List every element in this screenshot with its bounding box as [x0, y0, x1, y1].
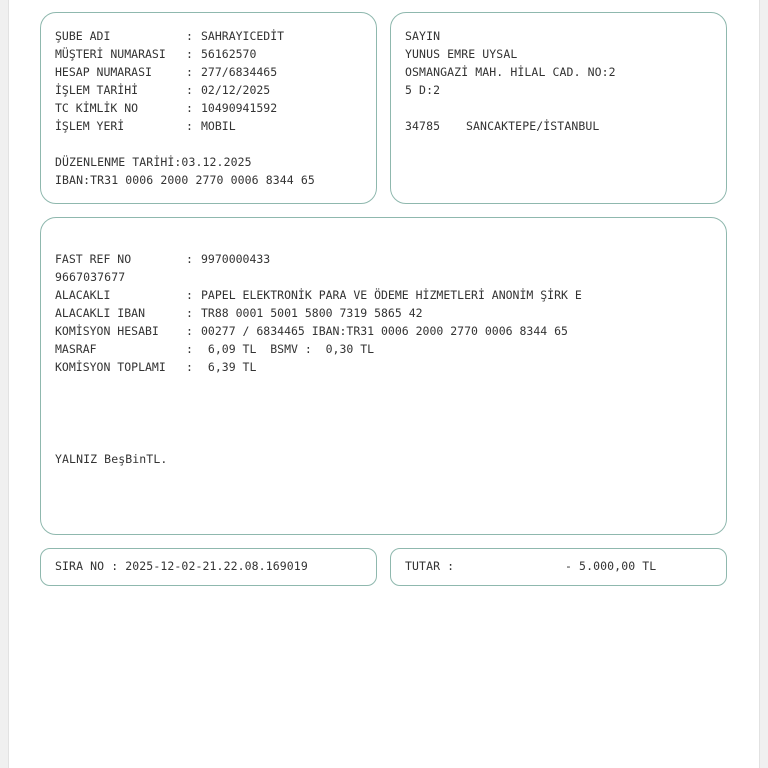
sira-no: SIRA NO : 2025-12-02-21.22.08.169019: [55, 559, 308, 573]
sube-adi-sep: :: [186, 29, 193, 43]
islem-yeri-label: İŞLEM YERİ: [55, 119, 125, 133]
komisyon-hesabi-label: KOMİSYON HESABI: [55, 324, 159, 338]
alacakli-value: PAPEL ELEKTRONİK PARA VE ÖDEME HİZMETLERİ ANONİM ŞİRK E: [201, 288, 582, 302]
islem-tarihi-sep: :: [186, 83, 193, 97]
islem-tarihi-label: İŞLEM TARİHİ: [55, 83, 139, 97]
komisyon-toplami-sep: :: [186, 360, 193, 374]
tutar-label: TUTAR :: [405, 559, 455, 573]
tc-kimlik-sep: :: [186, 101, 193, 115]
komisyon-toplami-label: KOMİSYON TOPLAMI: [55, 360, 166, 374]
komisyon-hesabi-value: 00277 / 6834465 IBAN:TR31 0006 2000 2770 0006 8344 65: [201, 324, 568, 338]
city: SANCAKTEPE/İSTANBUL: [466, 119, 600, 133]
alacakli-iban-value: TR88 0001 5001 5800 7319 5865 42: [201, 306, 423, 320]
masraf-label: MASRAF: [55, 342, 97, 356]
komisyon-toplami-value: 6,39 TL: [201, 360, 257, 374]
fast-ref-sep: :: [186, 252, 193, 266]
fast-ref-value: 9970000433: [201, 252, 271, 266]
tc-kimlik-label: TC KİMLİK NO: [55, 101, 139, 115]
hesap-numarasi-value: 277/6834465: [201, 65, 278, 79]
customer-name: YUNUS EMRE UYSAL: [405, 47, 518, 61]
musteri-numarasi-value: 56162570: [201, 47, 257, 61]
tc-kimlik-value: 10490941592: [201, 101, 278, 115]
hesap-numarasi-label: HESAP NUMARASI: [55, 65, 152, 79]
alacakli-label: ALACAKLI: [55, 288, 111, 302]
musteri-numarasi-label: MÜŞTERİ NUMARASI: [55, 47, 166, 61]
page-edge-right: [759, 0, 768, 768]
address-box: [390, 12, 727, 204]
address-line-2: 5 D:2: [405, 83, 441, 97]
islem-yeri-sep: :: [186, 119, 193, 133]
alacakli-iban-label: ALACAKLI IBAN: [55, 306, 146, 320]
tutar-value: - 5.000,00 TL: [565, 559, 657, 573]
fast-ref-label: FAST REF NO: [55, 252, 132, 266]
musteri-numarasi-sep: :: [186, 47, 193, 61]
sube-adi-value: SAHRAYICEDİT: [201, 29, 285, 43]
islem-yeri-value: MOBIL: [201, 119, 236, 133]
sube-adi-label: ŞUBE ADI: [55, 29, 111, 43]
hesap-numarasi-sep: :: [186, 65, 193, 79]
page-edge-left: [0, 0, 9, 768]
komisyon-hesabi-sep: :: [186, 324, 193, 338]
masraf-sep: :: [186, 342, 193, 356]
islem-tarihi-value: 02/12/2025: [201, 83, 271, 97]
masraf-value: 6,09 TL BSMV : 0,30 TL: [201, 342, 375, 356]
duzenleme-tarihi: DÜZENLENME TARİHİ:03.12.2025: [55, 155, 252, 169]
transaction-details-box: [40, 217, 727, 535]
account-iban: IBAN:TR31 0006 2000 2770 0006 8344 65: [55, 173, 315, 187]
postal-code: 34785: [405, 119, 441, 133]
alacakli-iban-sep: :: [186, 306, 193, 320]
alacakli-sep: :: [186, 288, 193, 302]
fast-ref-continuation: 9667037677: [55, 270, 126, 284]
address-line-1: OSMANGAZİ MAH. HİLAL CAD. NO:2: [405, 65, 616, 79]
salutation: SAYIN: [405, 29, 441, 43]
amount-in-words: YALNIZ BeşBinTL.: [55, 452, 168, 466]
